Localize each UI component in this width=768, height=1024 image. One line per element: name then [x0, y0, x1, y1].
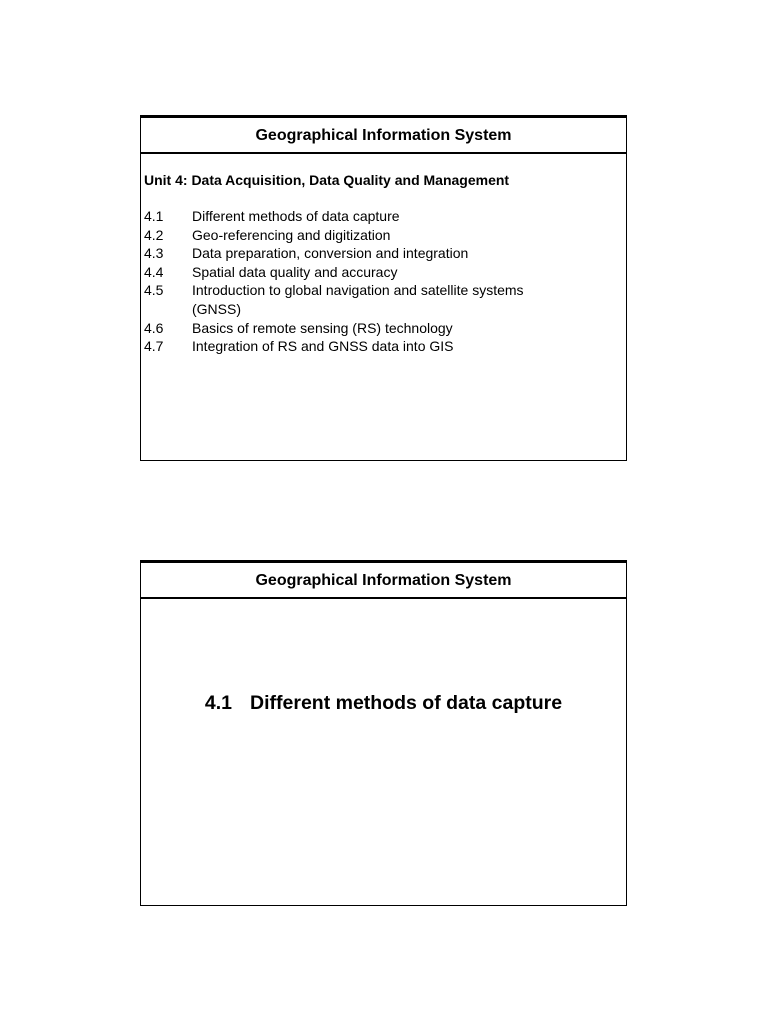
toc-item-text: Introduction to global navigation and satellite systems (GNSS) — [192, 282, 524, 317]
toc-item-text: Integration of RS and GNSS data into GIS — [192, 338, 454, 355]
slide-2 — [140, 560, 627, 906]
slide-header: Geographical Information System — [141, 118, 626, 154]
toc-item — [144, 244, 623, 263]
toc-item — [144, 263, 623, 282]
toc-item-number: 4.5 — [144, 282, 164, 299]
toc-item-text: Spatial data quality and accuracy — [192, 263, 398, 280]
section-title-text: Different methods of data capture — [250, 692, 563, 714]
toc-item-number: 4.4 — [144, 263, 164, 280]
toc-item-text: Data preparation, conversion and integration — [192, 245, 469, 262]
section-title — [141, 691, 626, 715]
toc-item-number: 4.3 — [144, 245, 164, 262]
unit-title: Unit 4: Data Acquisition, Data Quality and Management — [144, 172, 510, 188]
toc-item-number: 4.6 — [144, 319, 164, 336]
section-number: 4.1 — [204, 692, 233, 714]
toc-item — [144, 207, 623, 226]
toc-item — [144, 319, 623, 338]
toc-item-text: Basics of remote sensing (RS) technology — [192, 319, 453, 336]
slide-1 — [140, 115, 627, 461]
toc-item-text: Different methods of data capture — [192, 208, 400, 224]
toc-item — [144, 337, 623, 356]
toc-item-number: 4.2 — [144, 226, 164, 243]
slide-header: Geographical Information System — [141, 563, 626, 599]
toc-item — [144, 281, 623, 318]
toc-item-number: 4.1 — [144, 208, 164, 224]
toc-item-number: 4.7 — [144, 338, 164, 355]
slide-body — [141, 171, 626, 356]
toc-list — [144, 207, 623, 356]
toc-item-text: Geo-referencing and digitization — [192, 226, 391, 243]
toc-item — [144, 226, 623, 245]
